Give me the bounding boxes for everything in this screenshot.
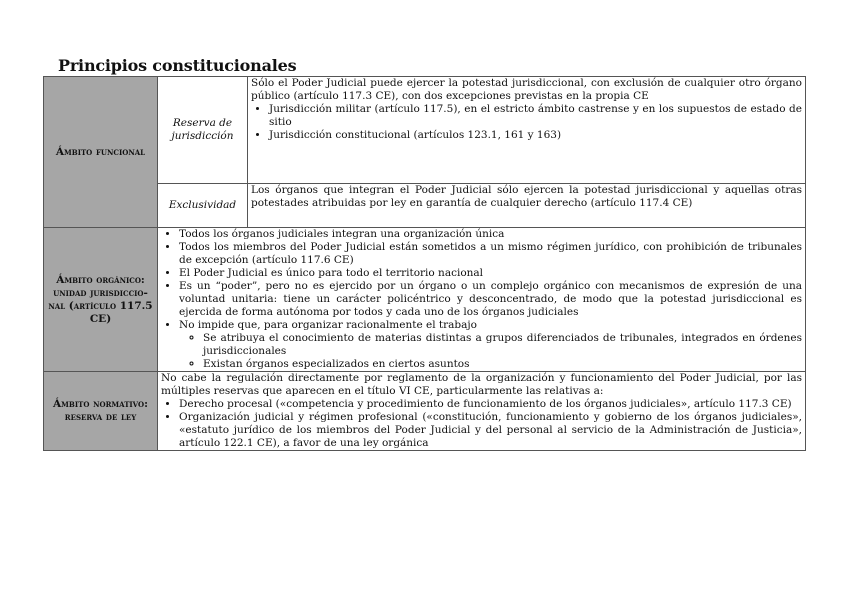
reserva-list (251, 103, 802, 142)
sublist-item: ◦ Se atribuya el conocimiento de materias distintas a grupos diferenciados de tribunales, integrados en órdenes jurisdiccionales (203, 332, 802, 358)
page-title: Principios constitucionales (58, 56, 297, 75)
list-item: • Todos los órganos judiciales integran una organización única (179, 228, 802, 241)
cell-normativo (158, 372, 806, 451)
exclusividad-text: Los órganos que integran el Poder Judicial sólo ejercen la potestad jurisdiccional y aquellas otras potestades atribuidas por ley en garantía de cualquier derecho (artículo 117.4 CE) (251, 184, 802, 210)
list-item: • Jurisdicción constitucional (artículos 123.1, 161 y 163) (269, 129, 802, 142)
list-item: • Es un “poder”, pero no es ejercido por un órgano o un complejo orgánico con mecanismos de expresión de una voluntad unitaria: tiene un carácter policéntrico y desconcentrado, de modo que la potestad jurisdiccional es ejercida de forma autónoma por todos y cada uno de los órganos judiciales (179, 280, 802, 319)
organico-list (161, 228, 802, 371)
subcategory-reserva: Reserva de jurisdicción (158, 77, 248, 184)
list-item: • Todos los miembros del Poder Judicial están sometidos a un mismo régimen jurídico, con prohibición de tribunales de excepción (artículo 117.6 CE) (179, 241, 802, 267)
principles-table (43, 76, 806, 451)
category-organico: Ámbito orgánico: unidad jurisdiccio-nal (artículo 117.5 CE) (44, 228, 158, 372)
normativo-list (161, 398, 802, 450)
list-item: • Organización judicial y régimen profesional («constitución, funcionamiento y gobierno de los órganos judiciales», «estatuto jurídico de los miembros del Poder Judicial y del personal al servicio de la Administración de Justicia», artículo 122.1 CE), a favor de una ley orgánica (179, 411, 802, 450)
row-normativo (44, 372, 806, 451)
sublist-item: ◦ Existan órganos especializados en ciertos asuntos (203, 358, 802, 371)
list-item-text: No impide que, para organizar racionalmente el trabajo (179, 319, 477, 331)
list-item: • Derecho procesal («competencia y procedimiento de funcionamiento de los órganos judiciales», artículo 117.3 CE) (179, 398, 802, 411)
cell-organico (158, 228, 806, 372)
list-item: • El Poder Judicial es único para todo el territorio nacional (179, 267, 802, 280)
category-normativo: Ámbito normativo: reserva de ley (44, 372, 158, 451)
subcategory-exclusividad: Exclusividad (158, 184, 248, 228)
cell-reserva (248, 77, 806, 184)
normativo-intro: No cabe la regulación directamente por reglamento de la organización y funcionamiento del Poder Judicial, por las múltiples reservas que aparecen en el título VI CE, particularmente las relativas a: (161, 372, 802, 397)
organico-sublist (179, 332, 802, 371)
category-funcional: Ámbito funcional (44, 77, 158, 228)
list-item-with-sublist (179, 319, 802, 371)
list-item: • Jurisdicción militar (artículo 117.5), en el estricto ámbito castrense y en los supuestos de estado de sitio (269, 103, 802, 129)
row-organico (44, 228, 806, 372)
row-funcional-reserva (44, 77, 806, 184)
reserva-intro: Sólo el Poder Judicial puede ejercer la potestad jurisdiccional, con exclusión de cualquier otro órgano público (artículo 117.3 CE), con dos excepciones previstas en la propia CE (251, 77, 802, 102)
row-funcional-exclusividad (44, 184, 806, 228)
cell-exclusividad (248, 184, 806, 228)
